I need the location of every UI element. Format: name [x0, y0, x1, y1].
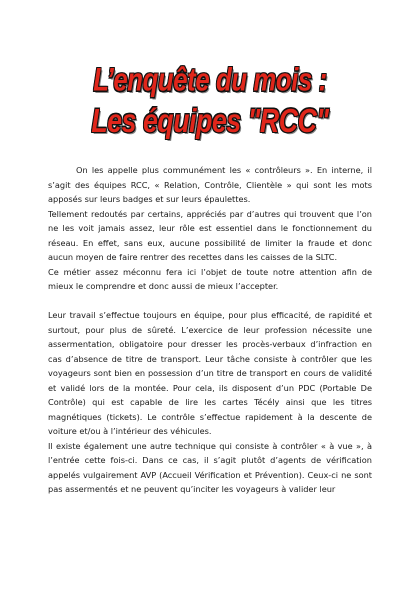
paragraph-intro: On les appelle plus communément les « contrôleurs ». En interne, il s’agit des équipes RCC, « Relation, Contrôle, Clientèle » qui sont les mots apposés sur leurs badges et sur leurs épaulettes.	[48, 165, 372, 204]
paragraph-visual-check: Il existe également une autre technique qui consiste à contrôler « à vue », à l’entrée cette fois-ci. Dans ce cas, il s’agit plutôt d’agents de vérification appelés vulgairement AVP (Accueil Vérification et Prévention). Ceux-ci ne sont pas assermentés et ne peuvent qu’inciter les voyageurs à valider leur	[48, 440, 372, 494]
title-heading-line-2: Les équipes "RCC"	[91, 101, 329, 140]
paragraph-work: Leur travail s’effectue toujours en équipe, pour plus efficacité, de rapidité et surtout, pour plus de sûreté. L’exercice de leur profession nécessite une assermentation, obligatoire pour dresser les procès-verbaux d’infraction en cas d’absence de titre de transport. Leur tâche consiste à contrôler que les voyageurs sont bien en possession d’un titre de transport en cours de validité et validé lors de la montée. Pour cela, ils disposent d’un PDC (Portable De Contrôle) qui est capable de lire les cartes Técély ainsi que les titres magnétiques (tickets). Le contrôle s’effectue rapidement à la descente de voiture et/ou à l’intérieur des véhicules.	[48, 310, 372, 436]
paragraph-purpose: Ce métier assez méconnu fera ici l’objet de toute notre attention afin de mieux le comprendre et donc aussi de mieux l’accepter.	[48, 266, 372, 291]
paragraph-role: Tellement redoutés par certains, appréciés par d’autres qui trouvent que l’on ne les voit jamais assez, leur rôle est essentiel dans le fonctionnement du réseau. En effet, sans eux, aucune possibilité de limiter la fraude et donc aucun moyen de faire rentrer des recettes dans les caisses de la SLTC.	[48, 208, 372, 262]
article-body	[48, 163, 372, 497]
paragraph-spacer	[48, 294, 372, 309]
title-heading-line-1: L’enquête du mois :	[93, 62, 327, 99]
